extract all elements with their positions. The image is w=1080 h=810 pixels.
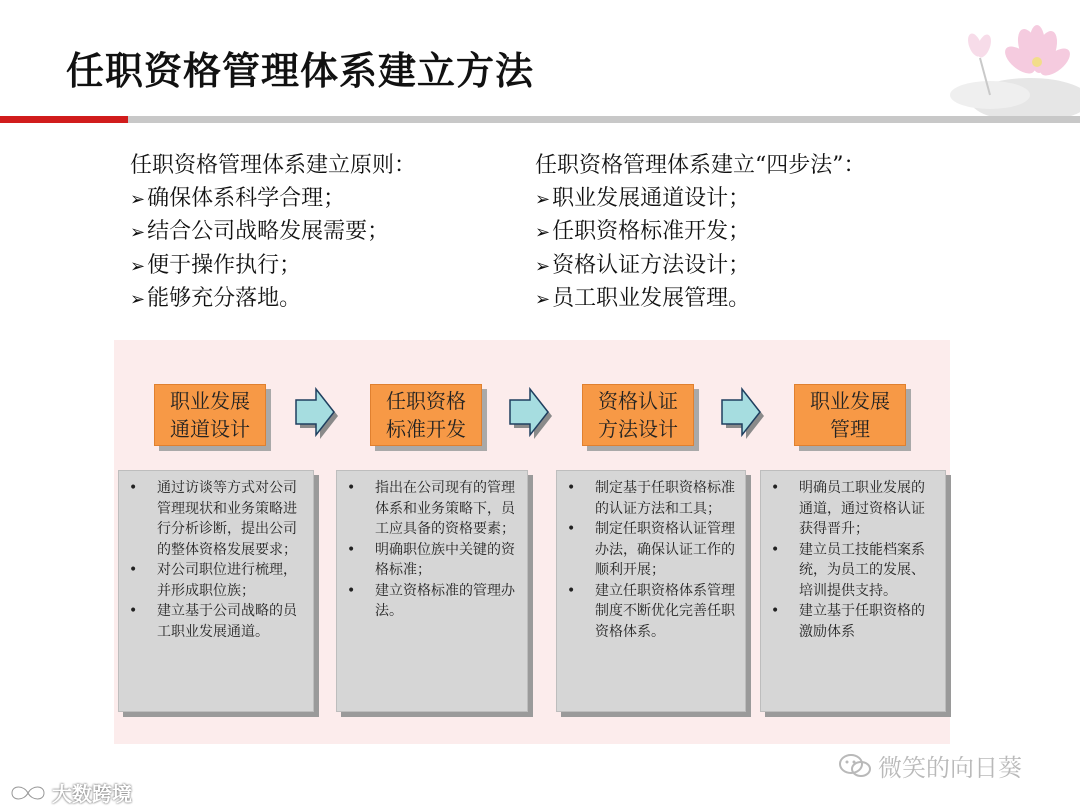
- step-box-4: [794, 384, 906, 446]
- step-box-3: [582, 384, 694, 446]
- watermark-text: 大数跨境: [52, 782, 132, 806]
- watermark-brand: [8, 778, 132, 807]
- step-title-line: 管理: [830, 417, 870, 441]
- step-detail-card-1: [118, 470, 314, 712]
- step-title-line: 通道设计: [170, 417, 250, 441]
- step-title-line: 职业发展: [810, 389, 890, 413]
- four-step-item: ➢ 职业发展通道设计；: [535, 183, 866, 217]
- step-detail-card-4: [760, 470, 946, 712]
- four-steps-heading: 任职资格管理体系建立“四步法”：: [535, 153, 866, 178]
- infinity-logo-icon: [8, 782, 48, 804]
- principle-item: ➢ 便于操作执行；: [130, 250, 416, 284]
- principles-list: [130, 150, 416, 317]
- detail-item: • 建立任职资格体系管理制度不断优化完善任职资格体系。: [565, 581, 735, 643]
- watermark-wechat: [838, 748, 1022, 783]
- step-detail-card-2: [336, 470, 528, 712]
- process-panel: [114, 340, 950, 744]
- principle-item: ➢ 确保体系科学合理；: [130, 183, 416, 217]
- step-title-line: 资格认证: [598, 389, 678, 413]
- page-title: 任职资格管理体系建立方法: [66, 49, 535, 93]
- title-divider: [0, 116, 1080, 123]
- four-step-item: ➢ 员工职业发展管理。: [535, 283, 866, 317]
- right-arrow-icon: [294, 385, 342, 443]
- step-title-line: 职业发展: [170, 389, 250, 413]
- step-title-line: 方法设计: [598, 417, 678, 441]
- step-box-2: [370, 384, 482, 446]
- step-box-1: [154, 384, 266, 446]
- right-arrow-icon: [508, 385, 556, 443]
- right-arrow-icon: [720, 385, 768, 443]
- step-detail-card-3: [556, 470, 746, 712]
- watermark-text: 微笑的向日葵: [878, 754, 1022, 782]
- four-step-item: ➢ 任职资格标准开发；: [535, 216, 866, 250]
- detail-item: • 建立资格标准的管理办法。: [345, 581, 517, 622]
- step-title-line: 标准开发: [386, 417, 466, 441]
- principle-item: ➢ 结合公司战略发展需要；: [130, 216, 416, 250]
- detail-item: • 对公司职位进行梳理，并形成职位族；: [127, 560, 303, 601]
- step-title-line: 任职资格: [386, 389, 466, 413]
- detail-item: • 建立员工技能档案系统，为员工的发展、培训提供支持。: [769, 540, 935, 602]
- detail-item: • 明确员工职业发展的通道，通过资格认证获得晋升；: [769, 478, 935, 540]
- four-steps-list: [535, 150, 866, 317]
- principles-heading: 任职资格管理体系建立原则：: [130, 153, 417, 178]
- detail-item: • 制定基于任职资格标准的认证方法和工具；: [565, 478, 735, 519]
- lotus-decoration-icon: [880, 0, 1080, 118]
- detail-item: • 指出在公司现有的管理体系和业务策略下，员工应具备的资格要素；: [345, 478, 517, 540]
- detail-item: • 建立基于任职资格的激励体系: [769, 601, 935, 642]
- accent-bar: [0, 116, 128, 123]
- wechat-icon: [838, 752, 872, 780]
- detail-item: • 明确职位族中关键的资格标准；: [345, 540, 517, 581]
- detail-item: • 通过访谈等方式对公司管理现状和业务策略进行分析诊断，提出公司的整体资格发展要求；: [127, 478, 303, 560]
- detail-item: • 建立基于公司战略的员工职业发展通道。: [127, 601, 303, 642]
- detail-item: • 制定任职资格认证管理办法，确保认证工作的顺利开展；: [565, 519, 735, 581]
- four-step-item: ➢ 资格认证方法设计；: [535, 250, 866, 284]
- principle-item: ➢ 能够充分落地。: [130, 283, 416, 317]
